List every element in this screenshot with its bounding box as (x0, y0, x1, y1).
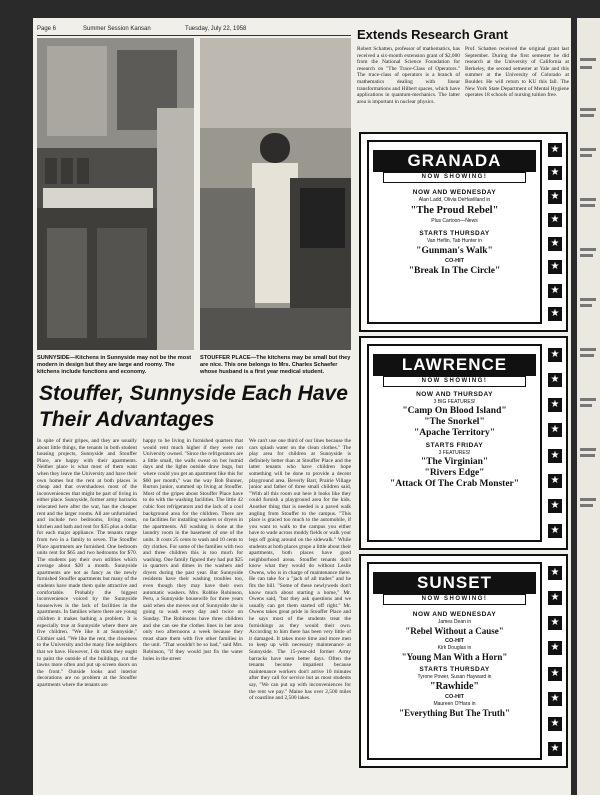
sunset-film-1: "Rebel Without a Cause" (405, 626, 504, 636)
sunnyside-caption-text: —Kitchens in Sunnyside may not be the most modern in design but they are large and roomy. The kitchens include functions and economy. (37, 355, 192, 375)
sunset-film-3: "Rawhide" (430, 681, 479, 692)
granada-theater-name: GRANADA (373, 150, 536, 172)
star-icon: ★ (548, 260, 562, 274)
grant-column-2: Prof. Schatten received the original grant last September. During the first semester he did research at the University of California at Berkeley, the second semester at Yale and this summer at the University of Colorado at Boulder. He will return to KU this fall. The New York State Department of Mental Hygiene operates 18 schools of nursing tuition free. (465, 46, 569, 99)
star-icon: ★ (548, 213, 562, 227)
star-icon: ★ (548, 717, 562, 731)
star-icon: ★ (548, 449, 562, 463)
sunnyside-kitchen-photo (37, 38, 194, 350)
sunset-when-2: STARTS THURSDAY (419, 666, 490, 673)
lawrence-note-2: 3 FEATURES! (438, 450, 471, 456)
grant-headline: Extends Research Grant (357, 27, 509, 42)
star-icon: ★ (548, 616, 562, 630)
stouffer-caption-text: —The kitchens may be small but they are nice. This one belongs to Mrs. Charles Schaefer whose husband is a first year medical student. (200, 355, 351, 375)
lawrence-when-1: NOW AND THURSDAY (416, 391, 493, 398)
star-icon: ★ (548, 742, 562, 756)
star-icon: ★ (548, 566, 562, 580)
lawrence-now-showing: NOW SHOWING! (383, 376, 526, 387)
stouffer-caption-lead: STOUFFER PLACE (200, 355, 251, 361)
story-column-2: happy to be living in furnished quarters that would rent much higher if they were not University owned. "Since the refrigerators are a little small, the walls sweat on hot humid days and the lights outside draw bugs, but where could you get an apartment like this for $60 per month," was the way Bob Bunner, Burton junior, summed up living at Stouffer. Most of the gripes about Stouffer Place have to do with the washing facilities. The little 42 cubic foot refrigerators and the lack of a cool background area for the children. There are no facilities for installing washers or dryers in the apartments. All washing is done at the laundry room in the basement of one of the units. It costs 25 cents to wash and 10 cents to dry clothes. For some of the families with two and three children this is too much for washing. One family figured they had put $25 in quarters and dimes in the washers and dryers during the past year. But Sunnyside residents have their washing troubles too, even though they may have their own automatic washers. Mrs. Robbie Robinson, Peru, a Sunnyside housewife for three years said when she moves out of Sunnyside she is going to wash every day and twice on Sunday. The Robinsons have three children and she can see the clothes lines in her area only two afternoons a week because they must share them with five other families in the unit. "That wouldn't be so bad," said Mrs. Robinson, "if they would just fix the water holes in the street (143, 438, 243, 662)
sunset-cast-3: Tyrone Power, Susan Hayward in (417, 674, 492, 680)
granada-ad-frame (367, 140, 542, 324)
star-icon: ★ (548, 398, 562, 412)
stouffer-kitchen-photo (200, 38, 351, 350)
lawrence-film-3: "Apache Territory" (414, 428, 495, 438)
lawrence-ad-frame (367, 344, 542, 542)
sunset-cast-1: James Dean in (437, 619, 472, 625)
star-icon: ★ (548, 423, 562, 437)
sunset-when-1: NOW AND WEDNESDAY (412, 611, 497, 618)
granada-when-2: STARTS THURSDAY (419, 230, 490, 237)
sunset-star-column (546, 560, 564, 762)
granada-film-1: "The Proud Rebel" (410, 205, 499, 216)
sunset-cohit-2: CO-HIT (445, 694, 464, 700)
granada-cast-2: Van Heflin, Tab Hunter in (426, 238, 483, 244)
lawrence-note-1: 3 BIG FEATURES! (433, 399, 476, 405)
granada-film-2: "Gunman's Walk" (416, 246, 493, 256)
newspaper-page (33, 18, 571, 795)
story-column-3: We can't use one third of our lines because the cars splash water on the clean clothes." The play area for children at Sunnyside is definitely better than at Stouffer Place and the latter tenants who have children hope something will be done to provide a decent playground area. Beverly Barr, Prairie Village junior and father of three small children said, "With all this room out here it looks like they could furnish a playground area for the kids. Another thing that is needed is a paved walk angling from Stouffer to the campus. "This place is graced too much to the automobile, if you want to walk to the campus you either have to wade across muddy fields or walk your legs off going around on the sidewalk." While students at both places grope a little about their apartments, both places have good neighborhood areas. Stouffer tenants don't know what they would do without Leslie Owens, who is in charge of maintenance there. He can take for a "jack of all trades" and he fits the bill. "Some of these newlyweds don't know much about starting a home," Mr. Owens said, "but they ask questions and we usually can get them started off right." Mr. Owens takes great pride in Stouffer Place and he says most of the students treat the furnishings as they would their own. According to him there has been very little of it damaged. It takes more time and more men to keep up with necessary maintenance at Sunnyside. The 15-year-old former Army barracks have seen better days. Often the tenants become impatient because maintenance workers don't arrive 10 minutes after they call for service but as most students say, "We can put up with inconveniences for the rent we pay." Maine has over 2,500 miles of coastline and 2,500 lakes. (249, 438, 351, 702)
star-icon: ★ (548, 373, 562, 387)
star-icon: ★ (548, 190, 562, 204)
lawrence-film-4: "The Virginian" (420, 457, 489, 467)
granada-when-1: NOW AND WEDNESDAY (412, 189, 497, 196)
star-icon: ★ (548, 166, 562, 180)
star-icon: ★ (548, 284, 562, 298)
star-icon: ★ (548, 524, 562, 538)
lawrence-film-1: "Camp On Blood Island" (402, 406, 507, 416)
sunset-listings (373, 610, 536, 719)
star-icon: ★ (548, 692, 562, 706)
adjacent-page-edge (577, 18, 600, 795)
sunset-now-showing: NOW SHOWING! (383, 594, 526, 605)
story-headline: Stouffer, Sunnyside Each Have Their Advantages (39, 382, 348, 431)
sunset-cast-4: Maureen O'Hara in (433, 701, 476, 707)
sunnyside-caption-lead: SUNNYSIDE (37, 355, 70, 361)
granada-extra: Plus Cartoon—News (431, 218, 478, 224)
sunset-ad (359, 554, 568, 768)
grant-column-1: Robert Schatten, professor of mathematics, has received a six-month extension grant of $2,000 from the National Science Foundation for research on "The Trace-Class of Operators." The trace-class of operators is a branch of mathematics dealing with linear transformations and Hilbert spaces, which have applications in quantum-mechanics. The latter area is important in nuclear physics. (357, 46, 460, 105)
story-column-1: In spite of their gripes, and they are usually about little things, the tenants in both student housing projects, Sunnyside and Stouffer Place, are happy with their apartments. Neither place is what most of them want when they leave the University and have their own homes but the rent at both places is cheap and that overshadows most of the inconveniences that might be part of living in either place. Sunnyside, former army barracks relocated here after the war, has the cheaper rent and the larger rooms. All are unfurnished and include two bedrooms, living room, kitchen and bath and rent for $35 plus a dollar for each major appliance. The tenants range from two in a family to seven. The Stouffer Place apartments are furnished. One bedroom units rent for $65 and two bedrooms for $70. The students pay their own utilities which average about $20 a month. Sunnyside apartments are not as fancy as the newly furnished Stouffer apartments but many of the students have made them quite attractive and comfortable. Probably the biggest inconvenience voiced by the Sunnyside housewives is the lack of facilities in the apartments. In families where there are young children it makes bathing a problem. It is especially true at Sunnyside where there are five children. "We like it at Sunnyside," Clothier said. "We like the rent, the closeness to the University and the many fine neighbors that we have. However, I do think they ought to paint the outside of the buildings, cut the lawns more often and put up screen doors on the front." Outside looks and interior decorations are no problem at the Stouffer apartments where the tenants are (37, 438, 137, 688)
lawrence-film-5: "Rivers Edge" (424, 468, 485, 478)
paper-name: Summer Session Kansan (83, 26, 151, 32)
granada-cast-1: Alan Ladd, Olivia DeHavilland in (418, 197, 491, 203)
lawrence-listings (373, 390, 536, 490)
star-icon: ★ (548, 499, 562, 513)
sunset-ad-frame (367, 562, 542, 760)
lawrence-theater-name: LAWRENCE (373, 354, 536, 376)
granada-film-3: "Break In The Circle" (408, 266, 501, 276)
granada-star-column (546, 138, 564, 326)
issue-date: Tuesday, July 22, 1958 (185, 26, 247, 32)
star-icon: ★ (548, 348, 562, 362)
granada-cohit: CO-HIT (445, 258, 464, 264)
lawrence-when-2: STARTS FRIDAY (425, 442, 484, 449)
star-icon: ★ (548, 307, 562, 321)
star-icon: ★ (548, 237, 562, 251)
lawrence-film-2: "The Snorkel" (424, 417, 485, 427)
sunset-film-4: "Everything But The Truth" (399, 708, 510, 718)
granada-listings (373, 188, 536, 277)
sunset-film-2: "Young Man With a Horn" (401, 652, 508, 662)
sunset-cohit-1: CO-HIT (445, 638, 464, 644)
granada-now-showing: NOW SHOWING! (383, 172, 526, 183)
granada-ad (359, 132, 568, 332)
stouffer-caption (200, 355, 351, 376)
header-rule (37, 35, 351, 36)
lawrence-star-column (546, 342, 564, 544)
star-icon: ★ (548, 641, 562, 655)
page-number: Page 6 (37, 26, 57, 32)
sunset-theater-name: SUNSET (373, 572, 536, 594)
star-icon: ★ (548, 143, 562, 157)
star-icon: ★ (548, 667, 562, 681)
star-icon: ★ (548, 474, 562, 488)
lawrence-ad (359, 336, 568, 550)
star-icon: ★ (548, 591, 562, 605)
sunset-cast-2: Kirk Douglas in (437, 645, 472, 651)
sunnyside-caption (37, 355, 194, 376)
lawrence-film-6: "Attack Of The Crab Monster" (389, 479, 520, 489)
